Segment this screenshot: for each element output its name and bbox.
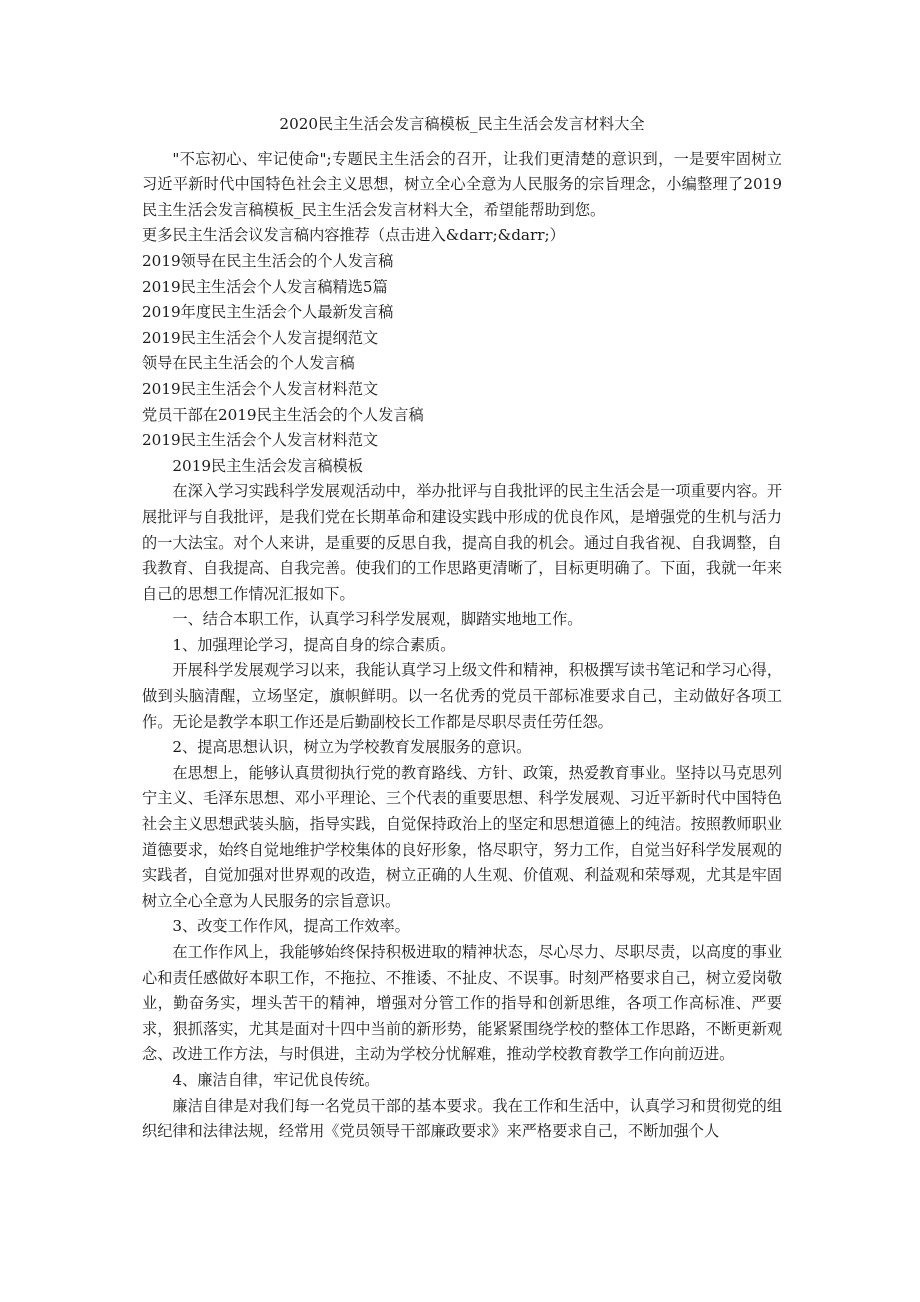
body-subheading: 1、加强理论学习，提高自身的综合素质。 xyxy=(172,635,456,654)
body-heading: 一、结合本职工作，认真学习科学发展观，脚踏实地地工作。 xyxy=(172,610,583,629)
document-page xyxy=(142,112,782,1145)
intro-paragraph: "不忘初心、牢记使命";专题民主生活会的召开，让我们更清楚的意识到，一是要牢固树立习近平新时代中国特色社会主义思想，树立全心全意为人民服务的宗旨理念，小编整理了2019民主生活会发言稿模板_民主生活会发言材料大全，希望能帮助到您。 xyxy=(142,149,782,219)
recommend-link[interactable]: 2019民主生活会个人发言材料范文 xyxy=(142,431,379,450)
recommend-link[interactable]: 2019民主生活会个人发言稿精选5篇 xyxy=(142,277,388,296)
body-paragraph: 在深入学习实践科学发展观活动中，举办批评与自我批评的民主生活会是一项重要内容。开展批评与自我批评，是我们党在长期革命和建设实践中形成的优良作风，是增强党的生机与活力的一大法宝。对个人来讲，是重要的反思自我，提高自我的机会。通过自我省视、自我调整，自我教育、自我提高、自我完善。使我们的工作思路更清晰了，目标更明确了。下面，我就一年来自己的思想工作情况汇报如下。 xyxy=(142,482,782,603)
body-subheading: 2、提高思想认识，树立为学校教育发展服务的意识。 xyxy=(172,738,532,757)
body-paragraph: 廉洁自律是对我们每一名党员干部的基本要求。我在工作和生活中，认真学习和贯彻党的组织纪律和法律法规，经常用《党员领导干部廉政要求》来严格要求自己，不断加强个人 xyxy=(142,1096,782,1141)
section-title: 2019民主生活会发言稿模板 xyxy=(172,456,363,475)
recommend-link[interactable]: 2019领导在民主生活会的个人发言稿 xyxy=(142,251,394,270)
recommend-link[interactable]: 2019年度民主生活会个人最新发言稿 xyxy=(142,303,394,322)
recommend-link[interactable]: 领导在民主生活会的个人发言稿 xyxy=(142,354,355,373)
body-paragraph: 开展科学发展观学习以来，我能认真学习上级文件和精神，积极撰写读书笔记和学习心得，做到头脑清醒，立场坚定，旗帜鲜明。以一名优秀的党员干部标准要求自己，主动做好各项工作。无论是教学本职工作还是后勤副校长工作都是尽职尽责任劳任怨。 xyxy=(142,661,782,731)
recommend-link[interactable]: 2019民主生活会个人发言提纲范文 xyxy=(142,328,379,347)
body-paragraph: 在工作作风上，我能够始终保持积极进取的精神状态，尽心尽力、尽职尽责，以高度的事业心和责任感做好本职工作，不拖拉、不推诿、不扯皮、不误事。时刻严格要求自己，树立爱岗敬业，勤奋务实，埋头苦干的精神，增强对分管工作的指导和创新思维，各项工作高标准、严要求，狠抓落实，尤其是面对十四中当前的新形势，能紧紧围绕学校的整体工作思路，不断更新观念、改进工作方法，与时俱进，主动为学校分忧解难，推动学校教育教学工作向前迈进。 xyxy=(142,943,782,1064)
recommend-heading: 更多民主生活会议发言稿内容推荐（点击进入&darr;&darr;） xyxy=(142,226,565,245)
recommend-links-list xyxy=(142,249,782,454)
recommend-link[interactable]: 党员干部在2019民主生活会的个人发言稿 xyxy=(142,405,424,424)
recommend-link[interactable]: 2019民主生活会个人发言材料范文 xyxy=(142,379,379,398)
document-title: 2020民主生活会发言稿模板_民主生活会发言材料大全 xyxy=(279,115,645,133)
body-subheading: 4、廉洁自律，牢记优良传统。 xyxy=(172,1070,380,1089)
body-paragraph: 在思想上，能够认真贯彻执行党的教育路线、方针、政策，热爱教育事业。坚持以马克思列宁主义、毛泽东思想、邓小平理论、三个代表的重要思想、科学发展观、习近平新时代中国特色社会主义思想武装头脑，指导实践，自觉保持政治上的坚定和思想道德上的纯洁。按照教师职业道德要求，始终自觉地维护学校集体的良好形象，恪尽职守，努力工作，自觉当好科学发展观的实践者，自觉加强对世界观的改造，树立正确的人生观、价值观、利益观和荣辱观，尤其是牢固树立全心全意为人民服务的宗旨意识。 xyxy=(142,763,782,910)
body-subheading: 3、改变工作作风，提高工作效率。 xyxy=(172,917,410,936)
